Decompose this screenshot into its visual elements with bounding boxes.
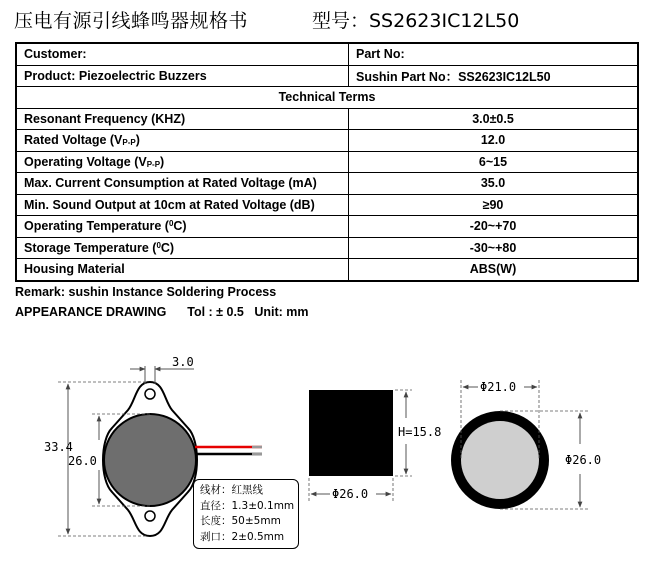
spec-table (15, 42, 639, 282)
value-cell: 3.0±0.5 (349, 108, 639, 130)
product-label: Product: Piezoelectric Buzzers (16, 65, 349, 87)
param-superscript: 0 (168, 219, 174, 229)
table-section-row (16, 87, 638, 109)
param-text: Operating Voltage (V (24, 154, 147, 169)
appearance-drawing (0, 340, 658, 584)
table-row (16, 65, 638, 87)
wire-strip: 剥口：2±0.5mm (200, 530, 285, 543)
dim-side-diameter: Φ26.0 (332, 487, 369, 501)
param-cell: Resonant Frequency (KHZ) (16, 108, 349, 130)
value-cell: -30~+80 (349, 237, 639, 259)
table-row (16, 130, 638, 152)
table-row (16, 151, 638, 173)
model-number: 型号：SS2623IC12L50 (312, 10, 520, 32)
param-cell: Housing Material (16, 259, 349, 281)
customer-label: Customer: (16, 43, 349, 65)
param-cell (16, 151, 349, 173)
buzzer-body (104, 414, 196, 506)
param-text: Rated Voltage (V (24, 133, 123, 148)
mounting-hole-bottom (145, 511, 155, 521)
wire-length: 长度：50±5mm (200, 515, 281, 527)
param-cell (16, 130, 349, 152)
wire-spec-note (193, 479, 299, 549)
table-row (16, 259, 638, 281)
param-cell (16, 216, 349, 238)
sushin-part-no: Sushin Part No：SS2623IC12L50 (349, 65, 639, 87)
appearance-heading (15, 305, 308, 319)
param-cell: Min. Sound Output at 10cm at Rated Voltage (dB) (16, 194, 349, 216)
table-row (16, 173, 638, 195)
param-text: Storage Temperature ( (24, 240, 157, 255)
wire-material: 线材：红黑线 (200, 484, 263, 496)
value-cell: 35.0 (349, 173, 639, 195)
param-subscript: P-P (146, 159, 161, 169)
value-cell: 12.0 (349, 130, 639, 152)
param-text-end: C) (173, 219, 187, 234)
table-row (16, 108, 638, 130)
table-row (16, 216, 638, 238)
dim-total-height: 33.4 (44, 440, 73, 454)
value-cell: 6~15 (349, 151, 639, 173)
dim-top-inner: Φ21.0 (480, 380, 517, 394)
document-title: 压电有源引线蜂鸣器规格书 (14, 10, 249, 32)
tolerance-label: Tol : ± 0.5 (187, 305, 244, 319)
appearance-label: APPEARANCE DRAWING (15, 305, 167, 319)
param-text-end: C) (160, 240, 175, 255)
side-body (309, 390, 393, 476)
part-no-label: Part No: (349, 43, 639, 65)
param-cell: Max. Current Consumption at Rated Voltage (mA) (16, 173, 349, 195)
dim-body-height: 26.0 (68, 454, 97, 468)
param-text-end: ) (135, 133, 140, 148)
param-text-end: ) (160, 154, 165, 169)
side-view (309, 390, 441, 502)
table-row (16, 194, 638, 216)
dim-tab-label: 3.0 (172, 355, 194, 369)
table-row (16, 237, 638, 259)
top-view (451, 380, 601, 509)
top-inner-face (461, 421, 539, 499)
value-cell: ≥90 (349, 194, 639, 216)
mounting-hole-top (145, 389, 155, 399)
value-cell: ABS(W) (349, 259, 639, 281)
section-heading: Technical Terms (16, 87, 638, 109)
remark-text: Remark: sushin Instance Soldering Process (15, 285, 277, 299)
unit-label: Unit: mm (254, 305, 309, 319)
dim-height: H=15.8 (398, 425, 442, 439)
param-text: Operating Temperature ( (24, 219, 169, 234)
table-row (16, 43, 638, 65)
dim-top-outer: Φ26.0 (565, 453, 602, 467)
param-cell (16, 237, 349, 259)
param-subscript: P-P (122, 138, 136, 148)
value-cell: -20~+70 (349, 216, 639, 238)
wire-diameter: 直径：1.3±0.1mm (200, 499, 295, 512)
param-superscript: 0 (156, 240, 161, 250)
